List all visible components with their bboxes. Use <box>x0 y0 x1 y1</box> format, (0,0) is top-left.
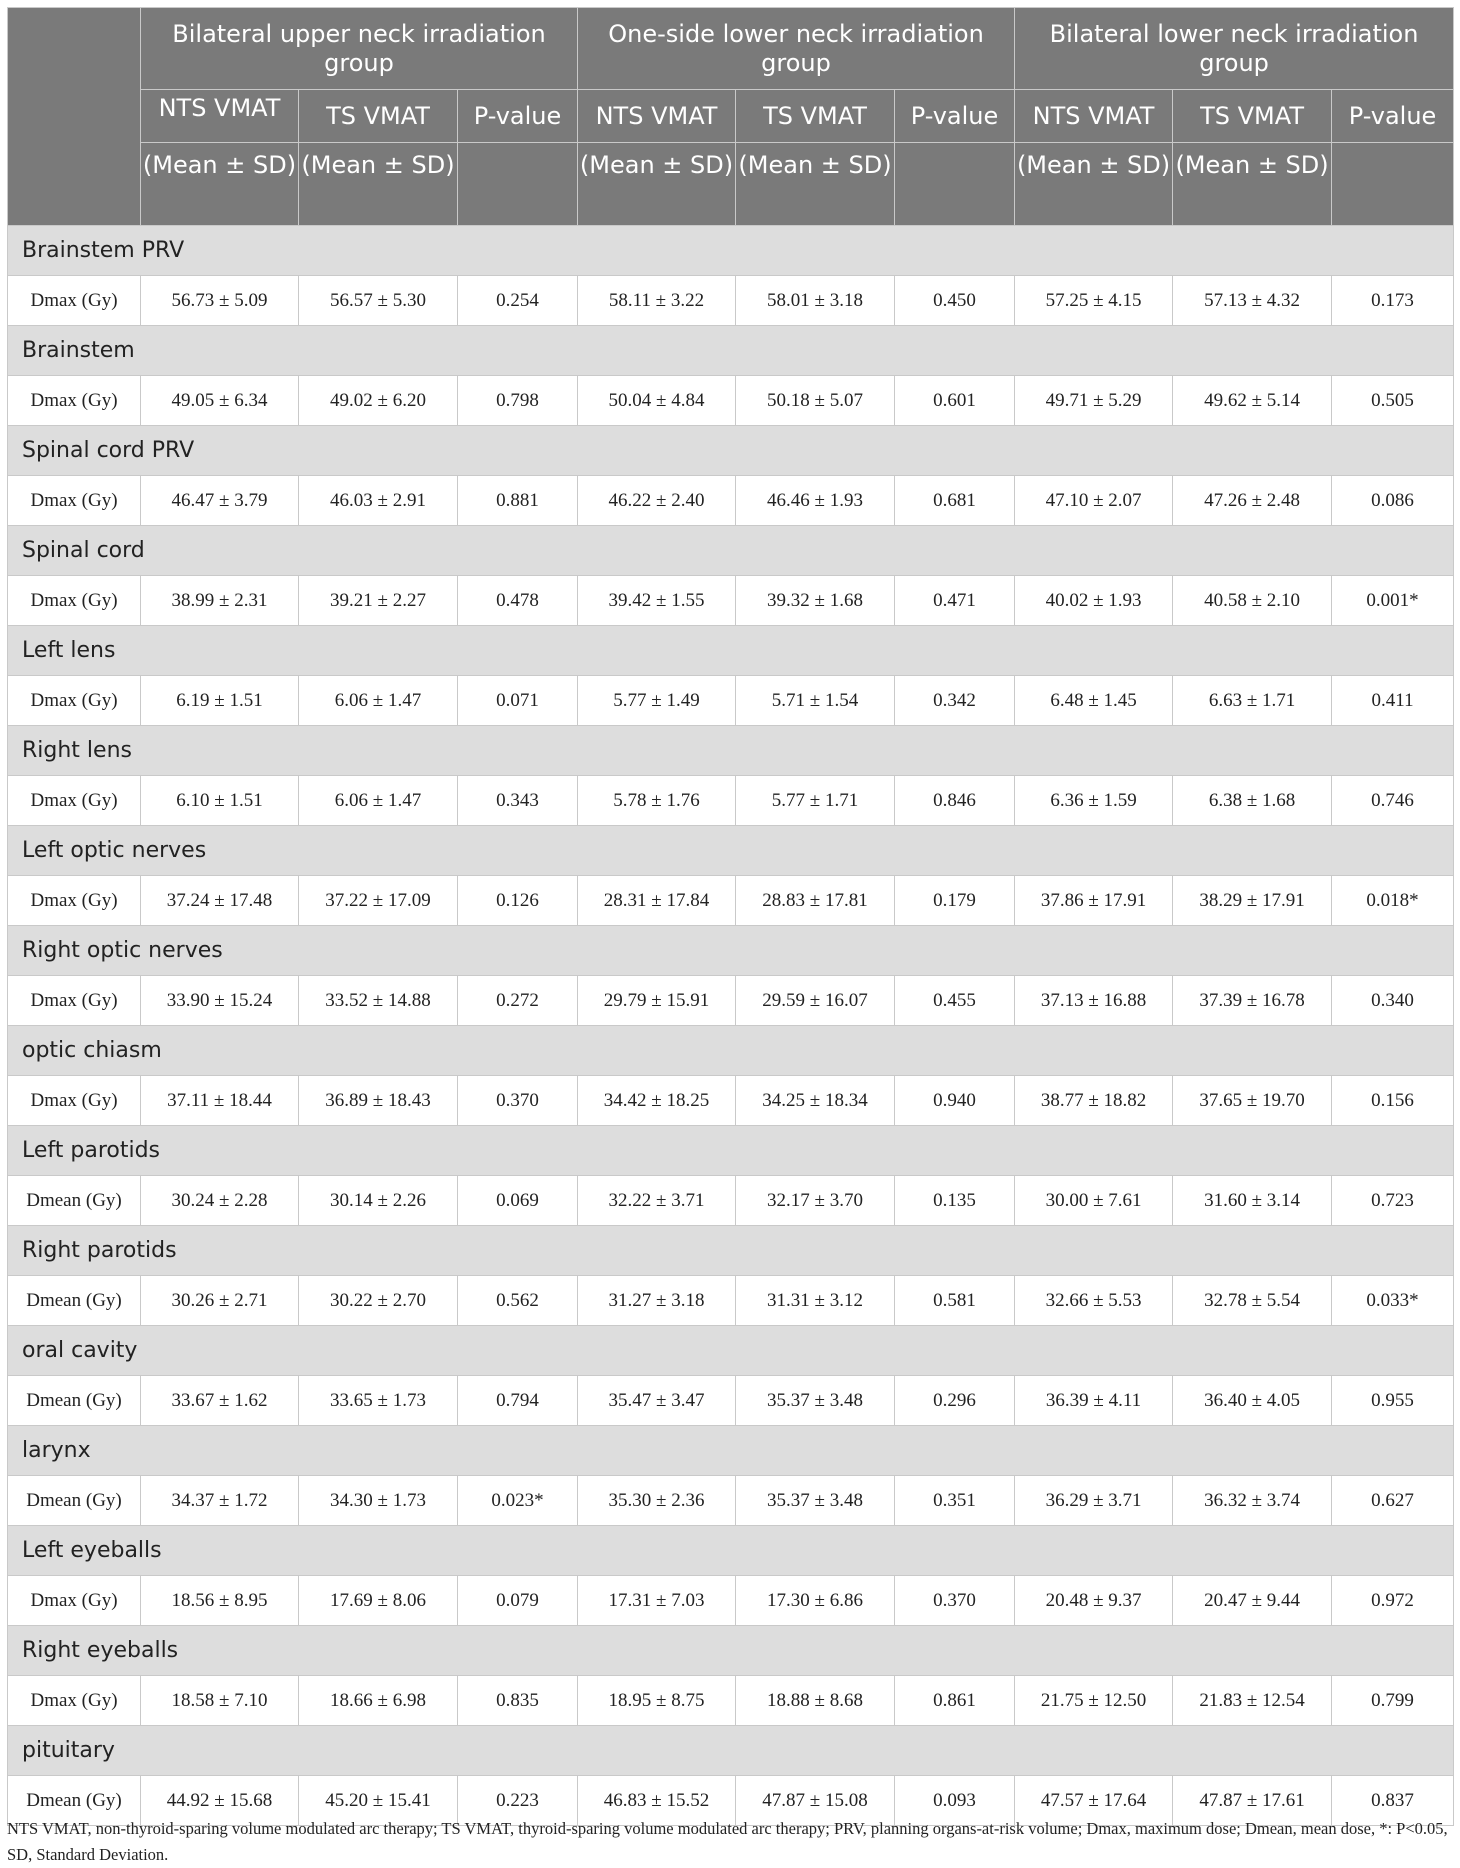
organ-section-row <box>8 1526 1454 1576</box>
dose-value-cell: 17.31 ± 7.03 <box>578 1576 736 1626</box>
col-header-empty <box>895 143 1015 226</box>
dose-value-cell: 17.69 ± 8.06 <box>299 1576 458 1626</box>
organ-name: Right eyeballs <box>8 1626 1454 1676</box>
organ-name: Left parotids <box>8 1126 1454 1176</box>
dose-table-container <box>7 7 1453 1826</box>
col-header-unit: (Mean ± SD) <box>1015 143 1173 226</box>
dose-value-cell: 37.39 ± 16.78 <box>1173 976 1332 1026</box>
dose-value-cell: 46.47 ± 3.79 <box>141 476 299 526</box>
organ-section-row <box>8 326 1454 376</box>
p-value-cell: 0.370 <box>458 1076 578 1126</box>
dose-value-cell: 6.19 ± 1.51 <box>141 676 299 726</box>
organ-name: Left optic nerves <box>8 826 1454 876</box>
metric-label: Dmax (Gy) <box>8 376 141 426</box>
dose-value-cell: 5.78 ± 1.76 <box>578 776 736 826</box>
p-value-cell: 0.156 <box>1332 1076 1454 1126</box>
p-value-cell: 0.940 <box>895 1076 1015 1126</box>
p-value-cell: 0.505 <box>1332 376 1454 426</box>
metric-label: Dmax (Gy) <box>8 1576 141 1626</box>
dose-value-cell: 29.79 ± 15.91 <box>578 976 736 1026</box>
dose-value-cell: 33.67 ± 1.62 <box>141 1376 299 1426</box>
dose-value-cell: 33.52 ± 14.88 <box>299 976 458 1026</box>
table-row <box>8 376 1454 426</box>
dose-value-cell: 49.62 ± 5.14 <box>1173 376 1332 426</box>
metric-label: Dmax (Gy) <box>8 1676 141 1726</box>
dose-value-cell: 18.88 ± 8.68 <box>736 1676 895 1726</box>
organ-section-row <box>8 526 1454 576</box>
table-row <box>8 1476 1454 1526</box>
dose-value-cell: 28.31 ± 17.84 <box>578 876 736 926</box>
table-row <box>8 876 1454 926</box>
organ-section-row <box>8 826 1454 876</box>
table-row <box>8 1276 1454 1326</box>
col-header-nts-vmat: NTS VMAT <box>1015 90 1173 143</box>
dose-value-cell: 47.57 ± 17.64 <box>1015 1776 1173 1826</box>
dose-value-cell: 47.87 ± 15.08 <box>736 1776 895 1826</box>
dose-value-cell: 35.37 ± 3.48 <box>736 1376 895 1426</box>
col-header-unit: (Mean ± SD) <box>578 143 736 226</box>
table-row <box>8 1376 1454 1426</box>
dose-value-cell: 34.42 ± 18.25 <box>578 1076 736 1126</box>
col-header-p-value: P-value <box>1332 90 1454 143</box>
p-value-cell: 0.223 <box>458 1776 578 1826</box>
p-value-cell: 0.601 <box>895 376 1015 426</box>
p-value-cell: 0.254 <box>458 276 578 326</box>
dose-value-cell: 35.30 ± 2.36 <box>578 1476 736 1526</box>
p-value-cell: 0.746 <box>1332 776 1454 826</box>
dose-value-cell: 31.60 ± 3.14 <box>1173 1176 1332 1226</box>
col-header-ts-vmat: TS VMAT <box>299 90 458 143</box>
p-value-cell: 0.135 <box>895 1176 1015 1226</box>
dose-value-cell: 30.22 ± 2.70 <box>299 1276 458 1326</box>
organ-section-row <box>8 1126 1454 1176</box>
table-row <box>8 1576 1454 1626</box>
dose-value-cell: 36.39 ± 4.11 <box>1015 1376 1173 1426</box>
dose-value-cell: 18.95 ± 8.75 <box>578 1676 736 1726</box>
dose-value-cell: 20.47 ± 9.44 <box>1173 1576 1332 1626</box>
dose-value-cell: 44.92 ± 15.68 <box>141 1776 299 1826</box>
metric-label: Dmax (Gy) <box>8 576 141 626</box>
metric-label: Dmax (Gy) <box>8 1076 141 1126</box>
p-value-cell: 0.272 <box>458 976 578 1026</box>
dose-value-cell: 18.56 ± 8.95 <box>141 1576 299 1626</box>
col-header-nts-vmat: NTS VMAT <box>141 90 299 143</box>
dose-value-cell: 46.03 ± 2.91 <box>299 476 458 526</box>
col-header-unit: (Mean ± SD) <box>1173 143 1332 226</box>
p-value-cell: 0.370 <box>895 1576 1015 1626</box>
p-value-cell: 0.023* <box>458 1476 578 1526</box>
dose-value-cell: 38.99 ± 2.31 <box>141 576 299 626</box>
dose-value-cell: 38.77 ± 18.82 <box>1015 1076 1173 1126</box>
header-unit-row <box>8 143 1454 226</box>
dose-value-cell: 36.40 ± 4.05 <box>1173 1376 1332 1426</box>
dose-value-cell: 32.78 ± 5.54 <box>1173 1276 1332 1326</box>
dose-value-cell: 21.83 ± 12.54 <box>1173 1676 1332 1726</box>
p-value-cell: 0.018* <box>1332 876 1454 926</box>
p-value-cell: 0.455 <box>895 976 1015 1026</box>
p-value-cell: 0.001* <box>1332 576 1454 626</box>
p-value-cell: 0.471 <box>895 576 1015 626</box>
dose-value-cell: 37.22 ± 17.09 <box>299 876 458 926</box>
p-value-cell: 0.069 <box>458 1176 578 1226</box>
dose-value-cell: 33.90 ± 15.24 <box>141 976 299 1026</box>
organ-section-row <box>8 626 1454 676</box>
table-row <box>8 276 1454 326</box>
col-header-ts-vmat: TS VMAT <box>1173 90 1332 143</box>
p-value-cell: 0.723 <box>1332 1176 1454 1226</box>
p-value-cell: 0.627 <box>1332 1476 1454 1526</box>
organ-name: Right lens <box>8 726 1454 776</box>
organ-name: oral cavity <box>8 1326 1454 1376</box>
metric-label: Dmax (Gy) <box>8 476 141 526</box>
col-header-ts-vmat: TS VMAT <box>736 90 895 143</box>
dose-value-cell: 6.36 ± 1.59 <box>1015 776 1173 826</box>
dose-value-cell: 47.10 ± 2.07 <box>1015 476 1173 526</box>
table-row <box>8 976 1454 1026</box>
table-header <box>8 8 1454 226</box>
dose-value-cell: 5.77 ± 1.71 <box>736 776 895 826</box>
col-header-unit: (Mean ± SD) <box>736 143 895 226</box>
col-header-unit: (Mean ± SD) <box>299 143 458 226</box>
dose-value-cell: 38.29 ± 17.91 <box>1173 876 1332 926</box>
col-header-nts-vmat: NTS VMAT <box>578 90 736 143</box>
p-value-cell: 0.340 <box>1332 976 1454 1026</box>
metric-label: Dmax (Gy) <box>8 276 141 326</box>
p-value-cell: 0.562 <box>458 1276 578 1326</box>
organ-section-row <box>8 1426 1454 1476</box>
dose-value-cell: 34.37 ± 1.72 <box>141 1476 299 1526</box>
p-value-cell: 0.846 <box>895 776 1015 826</box>
organ-name: Brainstem <box>8 326 1454 376</box>
organ-section-row <box>8 1626 1454 1676</box>
table-body <box>8 226 1454 1826</box>
dose-value-cell: 28.83 ± 17.81 <box>736 876 895 926</box>
dose-value-cell: 58.11 ± 3.22 <box>578 276 736 326</box>
dose-value-cell: 39.32 ± 1.68 <box>736 576 895 626</box>
metric-label: Dmax (Gy) <box>8 676 141 726</box>
header-group-row <box>8 8 1454 90</box>
dose-value-cell: 6.10 ± 1.51 <box>141 776 299 826</box>
dose-value-cell: 50.18 ± 5.07 <box>736 376 895 426</box>
table-row <box>8 1676 1454 1726</box>
dose-value-cell: 18.66 ± 6.98 <box>299 1676 458 1726</box>
dose-value-cell: 37.11 ± 18.44 <box>141 1076 299 1126</box>
dose-value-cell: 31.27 ± 3.18 <box>578 1276 736 1326</box>
organ-name: Right optic nerves <box>8 926 1454 976</box>
dose-value-cell: 56.73 ± 5.09 <box>141 276 299 326</box>
p-value-cell: 0.071 <box>458 676 578 726</box>
metric-label: Dmean (Gy) <box>8 1376 141 1426</box>
p-value-cell: 0.342 <box>895 676 1015 726</box>
dose-value-cell: 30.00 ± 7.61 <box>1015 1176 1173 1226</box>
dose-value-cell: 6.38 ± 1.68 <box>1173 776 1332 826</box>
col-header-p-value: P-value <box>895 90 1015 143</box>
dose-value-cell: 57.13 ± 4.32 <box>1173 276 1332 326</box>
dose-value-cell: 32.17 ± 3.70 <box>736 1176 895 1226</box>
p-value-cell: 0.351 <box>895 1476 1015 1526</box>
table-row <box>8 476 1454 526</box>
p-value-cell: 0.343 <box>458 776 578 826</box>
dose-value-cell: 5.77 ± 1.49 <box>578 676 736 726</box>
dose-value-cell: 46.22 ± 2.40 <box>578 476 736 526</box>
dose-value-cell: 50.04 ± 4.84 <box>578 376 736 426</box>
p-value-cell: 0.033* <box>1332 1276 1454 1326</box>
p-value-cell: 0.478 <box>458 576 578 626</box>
table-row <box>8 776 1454 826</box>
p-value-cell: 0.411 <box>1332 676 1454 726</box>
p-value-cell: 0.835 <box>458 1676 578 1726</box>
dose-value-cell: 49.71 ± 5.29 <box>1015 376 1173 426</box>
dose-value-cell: 6.06 ± 1.47 <box>299 776 458 826</box>
metric-label: Dmax (Gy) <box>8 876 141 926</box>
organ-name: Left lens <box>8 626 1454 676</box>
table-row <box>8 676 1454 726</box>
metric-label: Dmean (Gy) <box>8 1776 141 1826</box>
dose-value-cell: 56.57 ± 5.30 <box>299 276 458 326</box>
dose-value-cell: 36.32 ± 3.74 <box>1173 1476 1332 1526</box>
dose-value-cell: 47.26 ± 2.48 <box>1173 476 1332 526</box>
dose-value-cell: 37.24 ± 17.48 <box>141 876 299 926</box>
metric-label: Dmax (Gy) <box>8 976 141 1026</box>
dose-value-cell: 35.37 ± 3.48 <box>736 1476 895 1526</box>
metric-label: Dmax (Gy) <box>8 776 141 826</box>
p-value-cell: 0.086 <box>1332 476 1454 526</box>
metric-label: Dmean (Gy) <box>8 1176 141 1226</box>
col-header-unit: (Mean ± SD) <box>141 143 299 226</box>
dose-value-cell: 33.65 ± 1.73 <box>299 1376 458 1426</box>
dose-value-cell: 37.65 ± 19.70 <box>1173 1076 1332 1126</box>
dose-value-cell: 49.05 ± 6.34 <box>141 376 299 426</box>
p-value-cell: 0.126 <box>458 876 578 926</box>
organ-name: larynx <box>8 1426 1454 1476</box>
dose-value-cell: 35.47 ± 3.47 <box>578 1376 736 1426</box>
dose-value-cell: 17.30 ± 6.86 <box>736 1576 895 1626</box>
p-value-cell: 0.794 <box>458 1376 578 1426</box>
organ-name: optic chiasm <box>8 1026 1454 1076</box>
p-value-cell: 0.798 <box>458 376 578 426</box>
dose-value-cell: 39.21 ± 2.27 <box>299 576 458 626</box>
dose-value-cell: 39.42 ± 1.55 <box>578 576 736 626</box>
dose-value-cell: 21.75 ± 12.50 <box>1015 1676 1173 1726</box>
organ-section-row <box>8 1026 1454 1076</box>
dose-value-cell: 32.66 ± 5.53 <box>1015 1276 1173 1326</box>
dose-value-cell: 30.24 ± 2.28 <box>141 1176 299 1226</box>
metric-label: Dmean (Gy) <box>8 1476 141 1526</box>
group-header-bilateral-upper: Bilateral upper neck irradiation group <box>141 8 578 90</box>
organ-section-row <box>8 426 1454 476</box>
dose-value-cell: 31.31 ± 3.12 <box>736 1276 895 1326</box>
dose-value-cell: 34.30 ± 1.73 <box>299 1476 458 1526</box>
organ-section-row <box>8 226 1454 276</box>
p-value-cell: 0.450 <box>895 276 1015 326</box>
organ-section-row <box>8 726 1454 776</box>
p-value-cell: 0.972 <box>1332 1576 1454 1626</box>
table-row <box>8 1176 1454 1226</box>
dose-comparison-table <box>7 7 1454 1826</box>
organ-name: pituitary <box>8 1726 1454 1776</box>
p-value-cell: 0.799 <box>1332 1676 1454 1726</box>
p-value-cell: 0.173 <box>1332 276 1454 326</box>
p-value-cell: 0.179 <box>895 876 1015 926</box>
dose-value-cell: 37.13 ± 16.88 <box>1015 976 1173 1026</box>
dose-value-cell: 46.46 ± 1.93 <box>736 476 895 526</box>
table-footnote: NTS VMAT, non-thyroid-sparing volume modulated arc therapy; TS VMAT, thyroid-sparing volume modulated arc therapy; PRV, planning organs-at-risk volume; Dmax, maximum dose; Dmean, mean dose, *: P<0.05, SD, Standard Deviation. <box>7 1819 1448 1864</box>
metric-label: Dmean (Gy) <box>8 1276 141 1326</box>
organ-section-row <box>8 1326 1454 1376</box>
p-value-cell: 0.296 <box>895 1376 1015 1426</box>
dose-value-cell: 37.86 ± 17.91 <box>1015 876 1173 926</box>
p-value-cell: 0.881 <box>458 476 578 526</box>
dose-value-cell: 32.22 ± 3.71 <box>578 1176 736 1226</box>
group-header-bilateral-lower: Bilateral lower neck irradiation group <box>1015 8 1454 90</box>
dose-value-cell: 49.02 ± 6.20 <box>299 376 458 426</box>
table-row <box>8 576 1454 626</box>
p-value-cell: 0.861 <box>895 1676 1015 1726</box>
dose-value-cell: 40.02 ± 1.93 <box>1015 576 1173 626</box>
dose-value-cell: 57.25 ± 4.15 <box>1015 276 1173 326</box>
dose-value-cell: 40.58 ± 2.10 <box>1173 576 1332 626</box>
organ-name: Spinal cord PRV <box>8 426 1454 476</box>
p-value-cell: 0.837 <box>1332 1776 1454 1826</box>
p-value-cell: 0.681 <box>895 476 1015 526</box>
dose-value-cell: 6.06 ± 1.47 <box>299 676 458 726</box>
dose-value-cell: 45.20 ± 15.41 <box>299 1776 458 1826</box>
header-sub-row <box>8 90 1454 143</box>
col-header-empty <box>1332 143 1454 226</box>
group-header-one-side-lower: One-side lower neck irradiation group <box>578 8 1015 90</box>
organ-section-row <box>8 1226 1454 1276</box>
p-value-cell: 0.581 <box>895 1276 1015 1326</box>
organ-name: Spinal cord <box>8 526 1454 576</box>
dose-value-cell: 20.48 ± 9.37 <box>1015 1576 1173 1626</box>
dose-value-cell: 30.14 ± 2.26 <box>299 1176 458 1226</box>
dose-value-cell: 34.25 ± 18.34 <box>736 1076 895 1126</box>
table-row <box>8 1076 1454 1126</box>
organ-section-row <box>8 1726 1454 1776</box>
p-value-cell: 0.079 <box>458 1576 578 1626</box>
dose-value-cell: 36.89 ± 18.43 <box>299 1076 458 1126</box>
dose-value-cell: 36.29 ± 3.71 <box>1015 1476 1173 1526</box>
dose-value-cell: 30.26 ± 2.71 <box>141 1276 299 1326</box>
col-header-p-value: P-value <box>458 90 578 143</box>
dose-value-cell: 6.48 ± 1.45 <box>1015 676 1173 726</box>
dose-value-cell: 18.58 ± 7.10 <box>141 1676 299 1726</box>
p-value-cell: 0.955 <box>1332 1376 1454 1426</box>
organ-section-row <box>8 926 1454 976</box>
dose-value-cell: 6.63 ± 1.71 <box>1173 676 1332 726</box>
organ-name: Brainstem PRV <box>8 226 1454 276</box>
organ-name: Left eyeballs <box>8 1526 1454 1576</box>
col-header-empty <box>458 143 578 226</box>
dose-value-cell: 29.59 ± 16.07 <box>736 976 895 1026</box>
dose-value-cell: 47.87 ± 17.61 <box>1173 1776 1332 1826</box>
dose-value-cell: 58.01 ± 3.18 <box>736 276 895 326</box>
p-value-cell: 0.093 <box>895 1776 1015 1826</box>
dose-value-cell: 5.71 ± 1.54 <box>736 676 895 726</box>
organ-name: Right parotids <box>8 1226 1454 1276</box>
dose-value-cell: 46.83 ± 15.52 <box>578 1776 736 1826</box>
header-corner <box>8 8 141 226</box>
